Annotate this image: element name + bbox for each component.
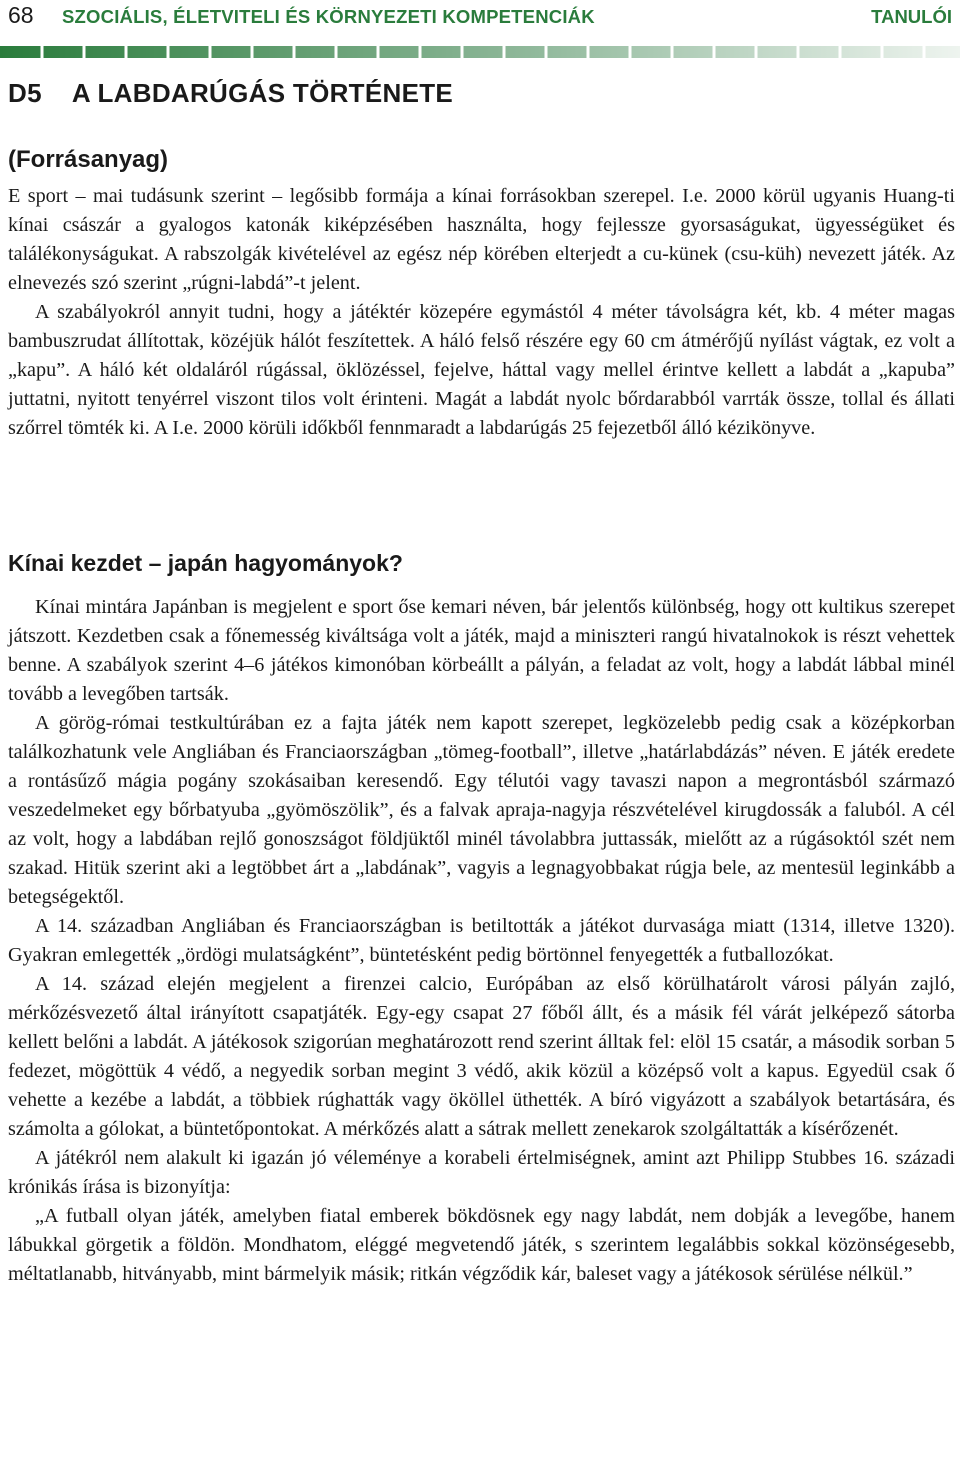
subheading: Kínai kezdet – japán hagyományok?: [8, 550, 403, 576]
section-title: SZOCIÁLIS, ÉLETVITELI ÉS KÖRNYEZETI KOMPETENCIÁK: [62, 6, 595, 27]
paragraph: A játékról nem alakult ki igazán jó véleménye a korabeli értelmiségnek, amint azt Philipp Stubbes 16. századi krónikás írása is bizonyítja:: [8, 1147, 955, 1198]
paragraph: A 14. század elején megjelent a firenzei calcio, Európában az első körülhatárolt városi pályán zajló, mérkőzésvezető által irányított csapatjáték. Egy-egy csapat 27 főből állt, és a másik fél várát jelképező sátorba kellett belőni a labdát. A játékosok szigorúan meghatározott rend szerint álltak fel: elöl 15 csatár, a második sorban 5 fedezet, mögöttük 4 védő, a negyedik sorban megint 3 védő, akik közül a középső volt a kapus. Egyedül csak ő vehette a kezébe a labdát, a többiek rúghatták vagy ököllel üthették. A bíró vigyázott a szabályok betartására, és számolta a gólokat, a büntetőpontokat. A mérkőzés alatt a sátrak mellett zenekarok szolgáltatták a kísérőzenét.: [8, 973, 955, 1140]
audience-label: TANULÓI: [871, 6, 952, 27]
quote-paragraph: „A futball olyan játék, amelyben fiatal emberek bökdösnek egy nagy labdát, nem dobják a levegőbe, hanem lábukkal görgetik a földön. Mondhatom, eléggé megvetendő játék, s szerintem legalábbis sokkal közönségesebb, méltatlanabb, hitványabb, mint bármelyik másik; ritkán végződik kár, baleset vagy a játékosok sérülése nélkül.”: [8, 1205, 955, 1285]
paragraph: E sport – mai tudásunk szerint – legősibb formája a kínai forrásokban szerepel. I.e. 2000 körül ugyanis Huang-ti kínai császár a gyalogos katonák kiképzésében használta, hogy fejlessze gyorsaságukat, ügyességüket és találékonyságukat. A rabszolgák kivételével az egész nép körében elterjedt a cu-künek (csu-küh) nevezett játék. Az elnevezés szó szerint „rúgni-labdá”-t jelent.: [8, 185, 955, 294]
document-title-text: A LABDARÚGÁS TÖRTÉNETE: [71, 78, 454, 108]
intro-text: [8, 182, 955, 443]
source-label: (Forrásanyag): [8, 146, 169, 173]
page-number: 68: [8, 2, 34, 28]
header-decorative-rule: [0, 44, 960, 62]
paragraph: Kínai mintára Japánban is megjelent e sport őse kemari néven, bár jelentős különbség, hogy ott kultikus szerepet játszott. Kezdetben csak a főnemesség kiváltsága volt a játék, majd a miniszteri rangú hivatalnokok is részt vehettek benne. A szabályok szerint 4–6 játékos kimonóban körbeállt a pályán, a feladat az volt, hogy a labdát lábbal minél tovább a levegőben tartsák.: [8, 596, 955, 705]
paragraph: A 14. században Angliában és Franciaországban is betiltották a játékot durvasága miatt (1314, illetve 1320). Gyakran emlegették „ördögi mulatságként”, büntetésként pedig börtönnel fenyegették a futballozókat.: [8, 915, 955, 966]
main-text: [8, 593, 955, 1289]
document-title: [8, 78, 453, 109]
paragraph: A szabályokról annyit tudni, hogy a játéktér közepére egymástól 4 méter távolságra két, kb. 4 méter magas bambuszrudat állítottak, közéjük hálót feszítettek. A háló felső részére egy 60 cm átmérőjű nyílást vágtak, ez volt a „kapu”. A háló két oldaláról rúgással, öklözéssel, fejelve, háttal vagy mellel érintve kellett a labdát a „kapuba” juttatni, nyitott tenyérrel viszont tilos volt érinteni. Magát a labdát nyolc bőrdarabból varrták össze, tollal és állati szőrrel tömték ki. A I.e. 2000 körüli időkből fennmaradt a labdarúgás 25 fejezetből álló kézikönyve.: [8, 301, 955, 439]
running-header: [8, 0, 952, 34]
document-code: D5: [8, 78, 42, 108]
paragraph: A görög-római testkultúrában ez a fajta játék nem kapott szerepet, legközelebb pedig csak a középkorban találkozhatunk vele Angliában és Franciaországban „tömeg-football”, illetve „határlabdázás” néven. E játék eredete a rontásűző mágia pogány szokásaiban keresendő. Egy télutói vagy tavaszi napon a megrontásból származó veszedelmeket egy bőrbatyuba „gyömöszölik”, és a falvak apraja-nagyja részvételével kirugdossák a faluból. A cél az volt, hogy a labdában rejlő gonoszságot földjüktől minél távolabbra juttassák, mielőtt az a rúgásoktól szét nem szakad. Hitük szerint aki a legtöbbet árt a „labdának”, vagyis a legnagyobbakat rúgja bele, az mentesül leginkább a betegségektől.: [8, 712, 955, 908]
